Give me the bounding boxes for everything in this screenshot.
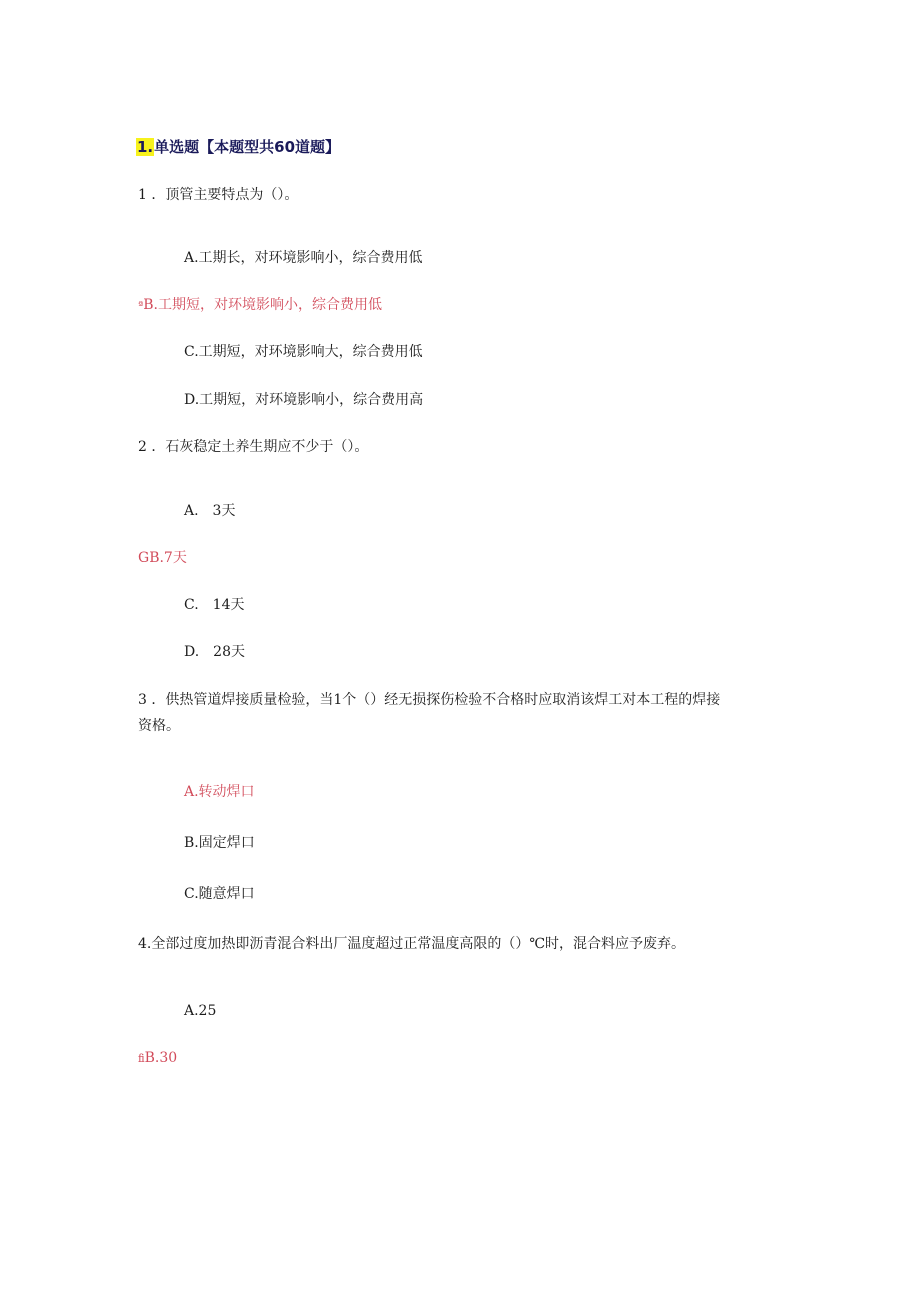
- question-4-option-b: [138, 1049, 177, 1068]
- question-3-stem-line-1: 3 ．供热管道焊接质量检验，当1个（）经无损探伤检验不合格时应取消该焊工对本工程的焊接: [138, 692, 721, 708]
- question-1-option-d: D.工期短，对环境影响小，综合费用高: [184, 392, 424, 408]
- answer-mark: fi: [138, 1052, 144, 1065]
- option-text: B.工期短，对环境影响小，综合费用低: [143, 297, 382, 313]
- question-3-option-a: A.转动焊口: [184, 784, 255, 800]
- question-1-option-a: A.工期长，对环境影响小，综合费用低: [184, 250, 423, 266]
- option-text: B.7天: [149, 550, 187, 566]
- question-4-option-a: A.25: [184, 1003, 217, 1019]
- question-2-option-c: C. 14天: [184, 597, 245, 613]
- section-title: [136, 136, 340, 157]
- section-number: 1.: [137, 138, 154, 156]
- question-3-option-c: C.随意焊口: [184, 886, 255, 902]
- question-3-stem-line-2: 资格。: [138, 718, 180, 734]
- answer-mark: G: [138, 550, 150, 566]
- question-3-option-b: B.固定焊口: [184, 835, 255, 851]
- question-4-stem: 4.全部过度加热即沥青混合料出厂温度超过正常温度高限的（）℃时，混合料应予废弃。: [138, 936, 686, 952]
- option-text: B.30: [144, 1050, 178, 1066]
- question-2-option-d: D. 28天: [184, 644, 245, 660]
- question-2-option-b: [138, 549, 187, 567]
- question-2-option-a: A. 3天: [184, 503, 236, 519]
- section-title-text: 单选题【本题型共60道题】: [154, 138, 341, 156]
- answer-mark: ª: [138, 299, 143, 312]
- question-1-option-b: [138, 296, 382, 315]
- question-1-option-c: C.工期短，对环境影响大，综合费用低: [184, 344, 423, 360]
- question-1-stem: 1 ．顶管主要特点为（）。: [138, 187, 299, 203]
- question-2-stem: 2 ．石灰稳定土养生期应不少于（）。: [138, 439, 369, 455]
